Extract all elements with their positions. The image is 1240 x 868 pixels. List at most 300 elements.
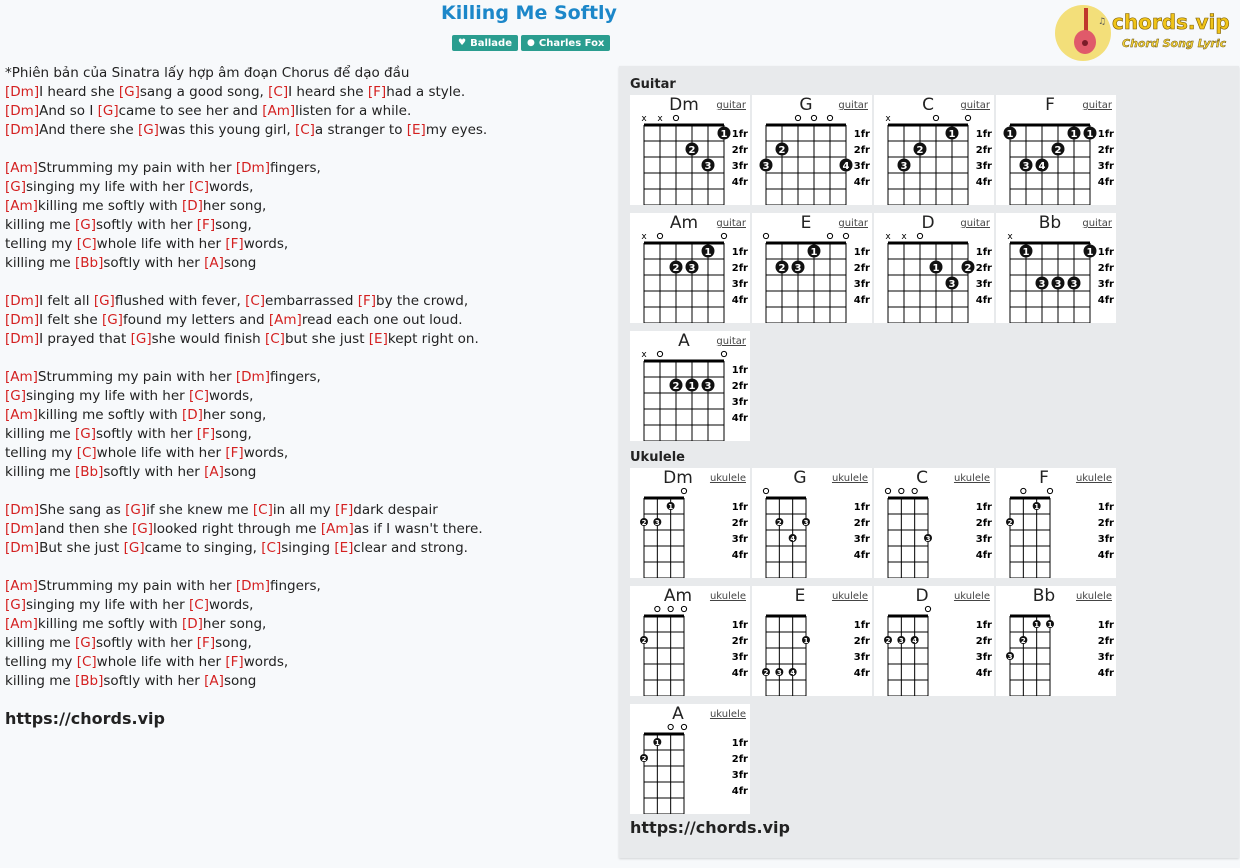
chord-marker[interactable]: [C] bbox=[76, 654, 97, 670]
finger-number: 1 bbox=[1034, 503, 1040, 511]
fret-label: 1fr bbox=[731, 129, 748, 140]
fret-label: 2fr bbox=[975, 145, 992, 156]
lyric-line bbox=[5, 64, 605, 83]
fret-label: 2fr bbox=[853, 518, 870, 529]
fret-label: 2fr bbox=[853, 263, 870, 274]
fret-label: 4fr bbox=[1097, 177, 1114, 188]
open-string-mark bbox=[681, 606, 686, 611]
finger-number: 2 bbox=[641, 519, 647, 527]
lyric-line bbox=[5, 425, 605, 444]
guitar-chord-card[interactable] bbox=[630, 331, 750, 441]
instrument-link[interactable]: guitar bbox=[716, 100, 746, 111]
instrument-link[interactable]: ukulele bbox=[1075, 473, 1112, 484]
finger-number: 2 bbox=[1020, 637, 1026, 645]
instrument-link[interactable]: guitar bbox=[960, 100, 990, 111]
instrument-link[interactable]: ukulele bbox=[1075, 591, 1112, 602]
fret-label: 2fr bbox=[853, 636, 870, 647]
open-string-mark bbox=[763, 488, 768, 493]
lyric-text: killing me bbox=[5, 464, 75, 480]
lyric-line bbox=[5, 501, 605, 520]
fret-label: 4fr bbox=[731, 177, 748, 188]
lyric-text: softly with her bbox=[96, 635, 197, 651]
finger-number: 3 bbox=[948, 279, 956, 290]
chord-marker[interactable]: [C] bbox=[189, 179, 209, 195]
lyric-line bbox=[5, 444, 605, 463]
song-tags bbox=[452, 35, 610, 51]
finger-number: 3 bbox=[803, 519, 809, 527]
chord-marker[interactable]: [F] bbox=[196, 426, 216, 442]
ukulele-chord-card[interactable] bbox=[752, 586, 872, 696]
ukulele-chord-card[interactable] bbox=[996, 468, 1116, 578]
lyric-text: But she just bbox=[39, 540, 124, 556]
chord-marker[interactable]: [C] bbox=[189, 388, 209, 404]
chord-marker[interactable]: [C] bbox=[261, 540, 282, 556]
lyric-line bbox=[5, 197, 605, 216]
lyric-text: killing me bbox=[5, 426, 75, 442]
lyric-text: dark despair bbox=[353, 502, 438, 518]
fret-label: 4fr bbox=[731, 295, 748, 306]
chord-marker[interactable]: [G] bbox=[5, 597, 26, 613]
finger-number: 2 bbox=[688, 145, 696, 156]
fret-label: 4fr bbox=[731, 668, 748, 679]
finger-number: 4 bbox=[842, 161, 850, 172]
lyrics-body bbox=[5, 64, 605, 691]
chord-marker[interactable]: [C] bbox=[294, 122, 315, 138]
muted-string-mark: x bbox=[885, 114, 891, 124]
instrument-link[interactable]: ukulele bbox=[709, 473, 746, 484]
fret-label: 1fr bbox=[853, 620, 870, 631]
song-title: Killing Me Softly bbox=[441, 2, 617, 24]
ukulele-chord-card[interactable] bbox=[874, 586, 994, 696]
chord-name: F bbox=[1045, 95, 1055, 115]
lyric-text: my eyes. bbox=[425, 122, 488, 138]
chord-marker[interactable]: [F] bbox=[367, 84, 387, 100]
ukulele-chord-card[interactable] bbox=[630, 586, 750, 696]
lyric-line bbox=[5, 615, 605, 634]
chord-marker[interactable]: [G] bbox=[97, 103, 119, 119]
chord-marker[interactable]: [Dm] bbox=[235, 578, 270, 594]
fret-label: 2fr bbox=[731, 381, 748, 392]
lyric-text: softly with her bbox=[103, 255, 205, 271]
lyric-text: by the crowd, bbox=[376, 293, 469, 309]
chord-marker[interactable]: [C] bbox=[264, 331, 285, 347]
lyric-text: I felt all bbox=[39, 293, 94, 309]
fret-label: 1fr bbox=[975, 502, 992, 513]
lyric-text: words, bbox=[243, 236, 289, 252]
chord-marker[interactable]: [G] bbox=[5, 179, 26, 195]
chord-marker[interactable]: [Am] bbox=[5, 407, 38, 423]
guitar-chord-card[interactable] bbox=[752, 95, 872, 205]
lyric-text: words, bbox=[243, 654, 289, 670]
instrument-link[interactable]: guitar bbox=[1082, 100, 1112, 111]
instrument-link[interactable]: ukulele bbox=[953, 473, 990, 484]
muted-string-mark: x bbox=[885, 232, 891, 242]
fret-label: 4fr bbox=[975, 550, 992, 561]
instrument-link[interactable]: guitar bbox=[838, 218, 868, 229]
fret-label: 4fr bbox=[853, 550, 870, 561]
lyric-line bbox=[5, 83, 605, 102]
open-string-mark bbox=[965, 115, 970, 120]
chord-marker[interactable]: [A] bbox=[204, 673, 224, 689]
chord-marker[interactable]: [D] bbox=[181, 198, 203, 214]
logo-name: chords.vip bbox=[1112, 10, 1230, 34]
chord-name: G bbox=[799, 95, 813, 115]
chord-marker[interactable]: [F] bbox=[225, 654, 244, 670]
chord-name: Am bbox=[663, 586, 693, 606]
lyric-text: song, bbox=[215, 635, 252, 651]
chord-marker[interactable]: [G] bbox=[123, 540, 145, 556]
guitar-chord-card[interactable] bbox=[874, 95, 994, 205]
instrument-link[interactable]: ukulele bbox=[831, 473, 868, 484]
chord-marker[interactable]: [Bb] bbox=[75, 673, 104, 689]
lyric-text: she would finish bbox=[151, 331, 265, 347]
lyric-text: came to see her and bbox=[118, 103, 263, 119]
fret-label: 3fr bbox=[731, 397, 748, 408]
fret-label: 1fr bbox=[731, 247, 748, 258]
chord-marker[interactable]: [Am] bbox=[5, 198, 38, 214]
open-string-mark bbox=[885, 488, 890, 493]
lyric-text: her song, bbox=[202, 407, 267, 423]
chord-marker[interactable]: [Am] bbox=[5, 578, 38, 594]
lyric-text: Strumming my pain with her bbox=[37, 160, 236, 176]
fret-label: 2fr bbox=[731, 263, 748, 274]
lyric-text: words, bbox=[208, 388, 254, 404]
lyric-text: came to singing, bbox=[144, 540, 262, 556]
chord-name: E bbox=[794, 586, 806, 606]
open-string-mark bbox=[899, 488, 904, 493]
lyric-text: and then she bbox=[39, 521, 132, 537]
open-string-mark bbox=[721, 233, 726, 238]
finger-number: 2 bbox=[776, 519, 782, 527]
chord-marker[interactable]: [Dm] bbox=[235, 369, 270, 385]
lyric-line bbox=[5, 634, 605, 653]
chord-marker[interactable]: [Dm] bbox=[235, 160, 270, 176]
lyric-text: song bbox=[223, 464, 257, 480]
lyric-text: words, bbox=[208, 179, 254, 195]
guitar-chord-card[interactable] bbox=[996, 213, 1116, 323]
fret-label: 1fr bbox=[853, 129, 870, 140]
lyric-text: words, bbox=[243, 445, 289, 461]
lyric-text: telling my bbox=[5, 236, 77, 252]
instrument-link[interactable]: guitar bbox=[960, 218, 990, 229]
open-string-mark bbox=[933, 115, 938, 120]
ukulele-chord-card[interactable] bbox=[752, 468, 872, 578]
finger-number: 1 bbox=[688, 381, 696, 392]
lyric-line bbox=[5, 653, 605, 672]
finger-number: 2 bbox=[641, 637, 647, 645]
instrument-link[interactable]: ukulele bbox=[709, 709, 746, 720]
lyric-line bbox=[5, 349, 605, 368]
chord-marker[interactable]: [F] bbox=[225, 445, 244, 461]
open-string-mark bbox=[681, 724, 686, 729]
chord-marker[interactable]: [A] bbox=[204, 464, 224, 480]
lyric-text: killing me bbox=[5, 673, 75, 689]
guitar-chord-card[interactable] bbox=[996, 95, 1116, 205]
fret-label: 2fr bbox=[975, 263, 992, 274]
lyric-text: found my letters and bbox=[122, 312, 269, 328]
fret-label: 1fr bbox=[1097, 620, 1114, 631]
instrument-link[interactable]: ukulele bbox=[831, 591, 868, 602]
guitar-chord-card[interactable] bbox=[752, 213, 872, 323]
instrument-link[interactable]: guitar bbox=[716, 336, 746, 347]
fret-label: 3fr bbox=[1097, 279, 1114, 290]
lyric-text: telling my bbox=[5, 654, 77, 670]
finger-number: 3 bbox=[925, 535, 931, 543]
chord-marker[interactable]: [Am] bbox=[262, 103, 296, 119]
chord-marker[interactable]: [F] bbox=[196, 635, 216, 651]
finger-number: 1 bbox=[704, 247, 712, 258]
fret-label: 2fr bbox=[853, 145, 870, 156]
finger-number: 2 bbox=[964, 263, 972, 274]
lyric-line bbox=[5, 140, 605, 159]
lyric-text: I heard she bbox=[39, 84, 119, 100]
instrument-link[interactable]: ukulele bbox=[953, 591, 990, 602]
finger-number: 2 bbox=[778, 145, 786, 156]
chord-marker[interactable]: [F] bbox=[225, 236, 244, 252]
chord-marker[interactable]: [Dm] bbox=[5, 331, 40, 347]
lyric-line bbox=[5, 216, 605, 235]
lyric-line bbox=[5, 102, 605, 121]
site-logo[interactable] bbox=[1054, 4, 1234, 62]
lyric-text: but she just bbox=[284, 331, 369, 347]
finger-number: 4 bbox=[790, 669, 796, 677]
lyric-line bbox=[5, 235, 605, 254]
guitar-chord-card[interactable] bbox=[874, 213, 994, 323]
finger-number: 2 bbox=[763, 669, 769, 677]
guitar-chord-card[interactable] bbox=[630, 213, 750, 323]
fret-label: 3fr bbox=[731, 770, 748, 781]
open-string-mark bbox=[721, 351, 726, 356]
lyric-text: killing me softly with bbox=[37, 616, 182, 632]
finger-number: 1 bbox=[1086, 247, 1094, 258]
artist-tag[interactable] bbox=[521, 35, 610, 51]
chord-marker[interactable]: [Am] bbox=[320, 521, 354, 537]
lyric-text: flushed with fever, bbox=[114, 293, 246, 309]
lyric-text: if she knew me bbox=[146, 502, 253, 518]
fret-label: 4fr bbox=[731, 413, 748, 424]
chord-marker[interactable]: [G] bbox=[75, 426, 96, 442]
chord-marker[interactable]: [D] bbox=[181, 616, 203, 632]
ukulele-chord-card[interactable] bbox=[996, 586, 1116, 696]
fret-label: 3fr bbox=[975, 161, 992, 172]
open-string-mark bbox=[655, 606, 660, 611]
lyric-line bbox=[5, 330, 605, 349]
finger-number: 3 bbox=[1070, 279, 1078, 290]
lyric-text: singing my life with her bbox=[26, 388, 189, 404]
chord-marker[interactable]: [C] bbox=[76, 445, 97, 461]
fret-label: 4fr bbox=[853, 295, 870, 306]
open-string-mark bbox=[673, 115, 678, 120]
fret-label: 4fr bbox=[1097, 550, 1114, 561]
chord-marker[interactable]: [Bb] bbox=[75, 464, 104, 480]
lyric-text: softly with her bbox=[96, 426, 197, 442]
fret-label: 3fr bbox=[731, 161, 748, 172]
chord-marker[interactable]: [G] bbox=[118, 84, 140, 100]
fret-label: 4fr bbox=[1097, 295, 1114, 306]
finger-number: 3 bbox=[762, 161, 770, 172]
finger-number: 2 bbox=[916, 145, 924, 156]
chord-marker[interactable]: [C] bbox=[268, 84, 289, 100]
fret-label: 1fr bbox=[975, 247, 992, 258]
lyric-line bbox=[5, 311, 605, 330]
fret-label: 1fr bbox=[853, 247, 870, 258]
instrument-link[interactable]: ukulele bbox=[709, 591, 746, 602]
lyric-text: killing me bbox=[5, 635, 75, 651]
lyrics-site-link[interactable]: https://chords.vip bbox=[5, 709, 165, 728]
chord-marker[interactable]: [Dm] bbox=[5, 122, 40, 138]
chord-name: D bbox=[915, 586, 929, 606]
lyric-text: I prayed that bbox=[39, 331, 131, 347]
lyric-line bbox=[5, 596, 605, 615]
finger-number: 1 bbox=[720, 129, 728, 140]
lyric-text: as if I wasn't there. bbox=[353, 521, 483, 537]
open-string-mark bbox=[811, 115, 816, 120]
lyric-text: song, bbox=[215, 426, 252, 442]
muted-string-mark: x bbox=[641, 114, 647, 124]
fret-label: 3fr bbox=[853, 161, 870, 172]
chord-marker[interactable]: [Dm] bbox=[5, 312, 40, 328]
chord-marker[interactable]: [G] bbox=[101, 312, 123, 328]
ukulele-heading: Ukulele bbox=[630, 450, 686, 465]
finger-number: 4 bbox=[912, 637, 918, 645]
lyric-text: whole life with her bbox=[96, 654, 226, 670]
fret-label: 2fr bbox=[731, 145, 748, 156]
open-string-mark bbox=[668, 606, 673, 611]
fret-label: 3fr bbox=[853, 534, 870, 545]
finger-number: 1 bbox=[1022, 247, 1030, 258]
finger-number: 3 bbox=[900, 161, 908, 172]
lyric-text: a stranger to bbox=[314, 122, 407, 138]
chord-name: Bb bbox=[1038, 213, 1062, 233]
finger-number: 3 bbox=[1022, 161, 1030, 172]
chord-marker[interactable]: [G] bbox=[93, 293, 115, 309]
finger-number: 3 bbox=[794, 263, 802, 274]
open-string-mark bbox=[827, 233, 832, 238]
chord-marker[interactable]: [D] bbox=[181, 407, 203, 423]
lyric-line bbox=[5, 672, 605, 691]
lyric-text: listen for a while. bbox=[295, 103, 412, 119]
chord-marker[interactable]: [Am] bbox=[5, 160, 38, 176]
lyric-line bbox=[5, 368, 605, 387]
lyric-line bbox=[5, 577, 605, 596]
fret-label: 3fr bbox=[853, 652, 870, 663]
instrument-link[interactable]: guitar bbox=[716, 218, 746, 229]
fret-label: 2fr bbox=[1097, 145, 1114, 156]
chord-marker[interactable]: [G] bbox=[5, 388, 26, 404]
finger-number: 3 bbox=[1054, 279, 1062, 290]
genre-tag[interactable] bbox=[452, 35, 518, 51]
lyric-text: I heard she bbox=[288, 84, 368, 100]
chord-marker[interactable]: [Dm] bbox=[5, 84, 40, 100]
lyric-text: sang a good song, bbox=[139, 84, 269, 100]
finger-number: 3 bbox=[688, 263, 696, 274]
chord-marker[interactable]: [E] bbox=[368, 331, 388, 347]
chord-marker[interactable]: [C] bbox=[189, 597, 209, 613]
muted-string-mark: x bbox=[901, 232, 907, 242]
chord-marker[interactable]: [C] bbox=[252, 502, 273, 518]
lyric-line bbox=[5, 406, 605, 425]
finger-number: 1 bbox=[810, 247, 818, 258]
chord-marker[interactable]: [G] bbox=[130, 331, 152, 347]
instrument-link[interactable]: guitar bbox=[838, 100, 868, 111]
person-icon: ● bbox=[527, 38, 535, 48]
finger-number: 1 bbox=[654, 739, 660, 747]
finger-number: 2 bbox=[778, 263, 786, 274]
chord-marker[interactable]: [F] bbox=[357, 293, 377, 309]
fret-label: 4fr bbox=[731, 550, 748, 561]
lyric-line bbox=[5, 558, 605, 577]
open-string-mark bbox=[668, 724, 673, 729]
chord-marker[interactable]: [Bb] bbox=[75, 255, 104, 271]
open-string-mark bbox=[657, 233, 662, 238]
fret-label: 1fr bbox=[975, 620, 992, 631]
ukulele-chord-card[interactable] bbox=[630, 468, 750, 578]
ukulele-chord-card[interactable] bbox=[874, 468, 994, 578]
open-string-mark bbox=[795, 115, 800, 120]
chord-marker[interactable]: [G] bbox=[125, 502, 147, 518]
chord-marker[interactable]: [Dm] bbox=[5, 103, 40, 119]
panel-site-link[interactable]: https://chords.vip bbox=[630, 818, 790, 837]
fret-label: 2fr bbox=[1097, 263, 1114, 274]
open-string-mark bbox=[843, 233, 848, 238]
lyric-text: whole life with her bbox=[96, 445, 226, 461]
lyric-text: embarrassed bbox=[265, 293, 358, 309]
lyric-text: softly with her bbox=[103, 464, 205, 480]
guitar-chord-card[interactable] bbox=[630, 95, 750, 205]
lyric-text: singing bbox=[281, 540, 335, 556]
chord-marker[interactable]: [C] bbox=[245, 293, 266, 309]
ukulele-chord-card[interactable] bbox=[630, 704, 750, 814]
chord-marker[interactable]: [Dm] bbox=[5, 521, 40, 537]
lyric-line bbox=[5, 254, 605, 273]
lyric-text: fingers, bbox=[269, 369, 321, 385]
fret-label: 3fr bbox=[975, 534, 992, 545]
chord-marker[interactable]: [G] bbox=[137, 122, 159, 138]
lyric-text: singing my life with her bbox=[26, 179, 189, 195]
muted-string-mark: x bbox=[1007, 232, 1013, 242]
guitar-heading: Guitar bbox=[630, 77, 676, 92]
lyric-text: had a style. bbox=[386, 84, 466, 100]
chord-marker[interactable]: [C] bbox=[76, 236, 97, 252]
chord-marker[interactable]: [G] bbox=[75, 217, 96, 233]
chord-name: C bbox=[916, 468, 928, 488]
chord-marker[interactable]: [Dm] bbox=[5, 502, 40, 518]
open-string-mark bbox=[657, 351, 662, 356]
fret-label: 3fr bbox=[731, 279, 748, 290]
finger-number: 2 bbox=[641, 755, 647, 763]
open-string-mark bbox=[917, 233, 922, 238]
chord-name: F bbox=[1039, 468, 1049, 488]
chord-marker[interactable]: [Am] bbox=[5, 616, 38, 632]
fret-label: 2fr bbox=[975, 636, 992, 647]
chord-marker[interactable]: [Am] bbox=[268, 312, 302, 328]
chord-marker[interactable]: [Am] bbox=[5, 369, 38, 385]
chord-marker[interactable]: [G] bbox=[131, 521, 153, 537]
chord-marker[interactable]: [E] bbox=[334, 540, 354, 556]
chord-marker[interactable]: [Dm] bbox=[5, 293, 40, 309]
chord-marker[interactable]: [A] bbox=[204, 255, 224, 271]
chord-name: Dm bbox=[663, 468, 693, 488]
chord-marker[interactable]: [Dm] bbox=[5, 540, 40, 556]
chord-marker[interactable]: [F] bbox=[196, 217, 216, 233]
chord-marker[interactable]: [F] bbox=[334, 502, 354, 518]
fret-label: 3fr bbox=[853, 279, 870, 290]
instrument-link[interactable]: guitar bbox=[1082, 218, 1112, 229]
chord-marker[interactable]: [E] bbox=[406, 122, 426, 138]
fret-label: 4fr bbox=[853, 668, 870, 679]
chord-marker[interactable]: [G] bbox=[75, 635, 96, 651]
finger-number: 4 bbox=[1038, 161, 1046, 172]
